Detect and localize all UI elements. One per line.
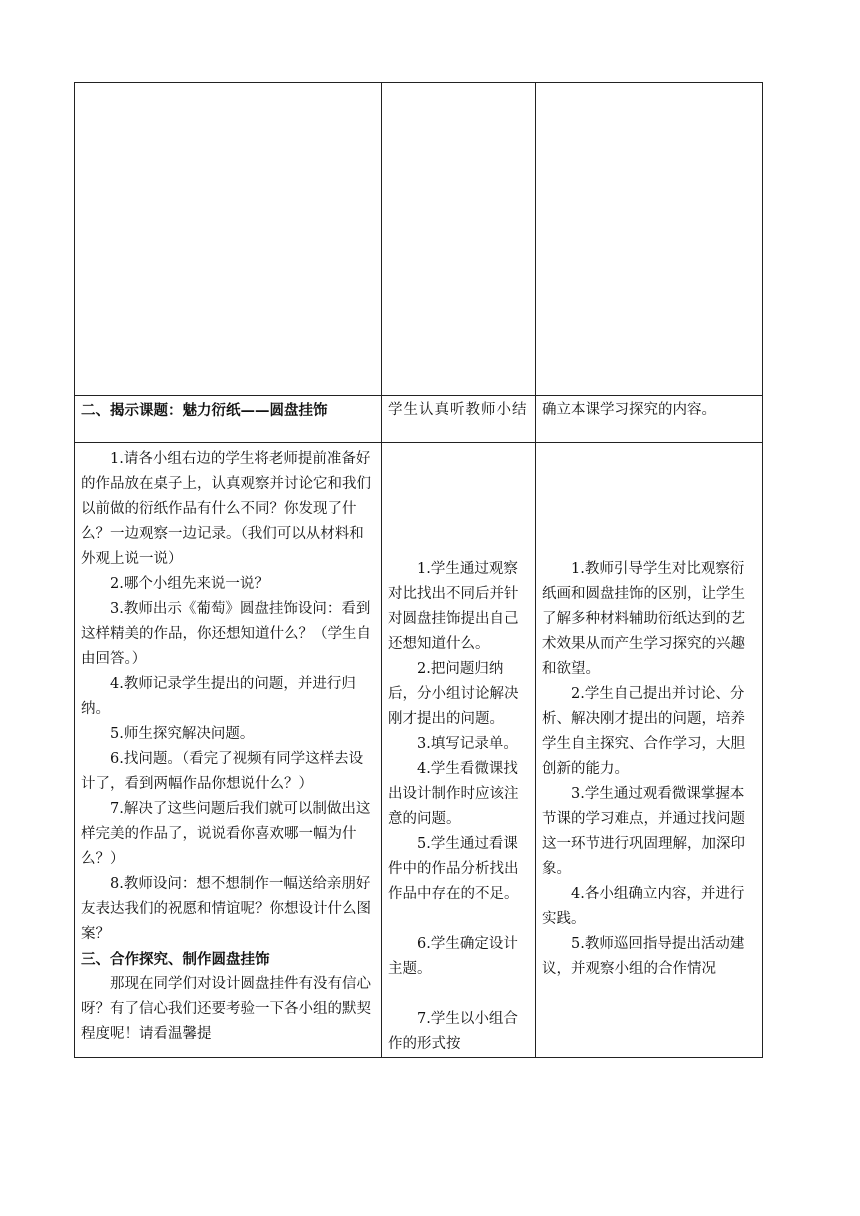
intent-step-4: 4.各小组确立内容，并进行实践。 [542,886,745,927]
section-2-intent: 确立本课学习探究的内容。 [536,396,763,443]
teacher-step-6: 6.找问题。（看完了视频有同学这样去设计了，看到两幅作品你想说什么？） [81,751,364,792]
main-row [75,443,763,1058]
section-3-text: 那现在同学们对设计圆盘挂件有没有信心呀？有了信心我们还要考验一下各小组的默契程度呢！请看温馨提 [81,976,371,1042]
teacher-step-7: 7.解决了这些问题后我们就可以制做出这样完美的作品了，说说看你喜欢哪一幅为什么？） [81,801,371,867]
teacher-activity-cell [75,443,382,1058]
student-step-2: 2.把问题归纳后，分小组讨论解决刚才提出的问题。 [388,661,519,727]
teacher-step-2: 2.哪个小组先来说一说？ [110,576,269,592]
student-step-6: 6.学生确定设计主题。 [388,936,518,977]
intent-step-2: 2.学生自己提出并讨论、分析、解决刚才提出的问题，培养学生自主探究、合作学习，大胆创新的能力。 [542,686,745,777]
teacher-step-3: 3.教师出示《葡萄》圆盘挂饰设问：看到这样精美的作品，你还想知道什么？（学生自由回答。） [81,601,371,667]
student-step-1: 1.学生通过观察对比找出不同后并针对圆盘挂饰提出自己还想知道什么。 [388,561,519,652]
student-step-5: 5.学生通过看课件中的作品分析找出作品中存在的不足。 [388,836,519,902]
teacher-step-5: 5.师生探究解决问题。 [110,726,255,742]
section-2-row [75,396,763,443]
student-activity-cell [382,443,536,1058]
design-intent-cell [536,443,763,1058]
teacher-step-8: 8.教师设问：想不想制作一幅送给亲朋好友表达我们的祝愿和情谊呢？你想设计什么图案？ [81,876,371,942]
blank-cell-3 [536,83,763,396]
intent-step-3: 3.学生通过观看微课掌握本节课的学习难点，并通过找问题这一环节进行巩固理解，加深印象。 [542,786,745,877]
lesson-plan-table [74,82,763,1058]
intent-step-1: 1.教师引导学生对比观察衍纸画和圆盘挂饰的区别，让学生了解多种材料辅助衍纸达到的艺术效果从而产生学习探究的兴趣和欲望。 [542,561,745,677]
blank-cell-2 [382,83,536,396]
teacher-step-4: 4.教师记录学生提出的问题，并进行归纳。 [81,676,356,717]
blank-cell-1 [75,83,382,396]
section-2-student-activity: 学生认真听教师小结 [382,396,536,443]
student-step-7: 7.学生以小组合作的形式按 [388,1011,518,1052]
blank-row [75,83,763,396]
student-step-3: 3.填写记录单。 [417,736,518,752]
section-3-title: 三、合作探究、制作圆盘挂饰 [81,951,270,968]
student-step-4: 4.学生看微课找出设计制作时应该注意的问题。 [388,761,519,827]
section-2-title: 二、揭示课题：魅力衍纸——圆盘挂饰 [75,396,382,443]
intent-step-5: 5.教师巡回指导提出活动建议，并观察小组的合作情况 [542,936,745,977]
teacher-step-1: 1.请各小组右边的学生将老师提前准备好的作品放在桌子上，认真观察并讨论它和我们以前做的衍纸作品有什么不同？你发现了什么？一边观察一边记录。（我们可以从材料和外观上说一说） [81,451,371,567]
